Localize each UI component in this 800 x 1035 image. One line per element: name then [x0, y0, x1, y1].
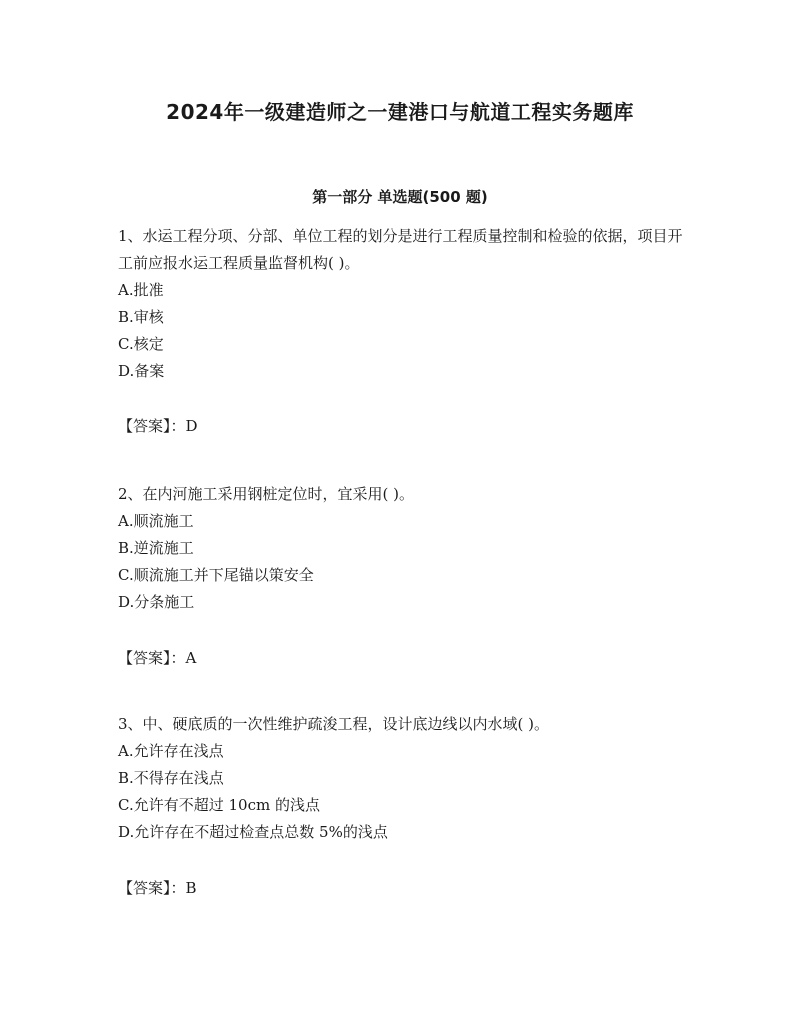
option-d: D.分条施工: [118, 593, 195, 611]
question-3: [118, 711, 688, 846]
option-b: B.逆流施工: [118, 539, 194, 557]
option-a: A.允许存在浅点: [118, 742, 224, 760]
answer-2: [118, 645, 196, 672]
option-b: B.不得存在浅点: [118, 769, 224, 787]
question-stem: 2、在内河施工采用钢桩定位时，宜采用( )。: [118, 485, 415, 503]
answer-value: D: [185, 417, 198, 435]
option-d: D.备案: [118, 362, 165, 380]
answer-value: A: [185, 649, 197, 667]
option-a: A.顺流施工: [118, 512, 194, 530]
answer-label: 【答案】：: [118, 649, 186, 667]
question-stem: 1、水运工程分项、分部、单位工程的划分是进行工程质量控制和检验的依据，项目开工前应报水运工程质量监督机构( )。: [118, 227, 683, 272]
answer-3: [118, 875, 197, 902]
answer-1: [118, 413, 198, 440]
option-d: D.允许存在不超过检查点总数 5%的浅点: [118, 823, 388, 841]
document-title: 2024年一级建造师之一建港口与航道工程实务题库: [166, 100, 634, 124]
option-c: C.顺流施工并下尾锚以策安全: [118, 566, 314, 584]
question-1: [118, 223, 688, 385]
option-b: B.审核: [118, 308, 164, 326]
section-heading: 第一部分 单选题(500 题): [312, 188, 488, 206]
option-c: C.核定: [118, 335, 164, 353]
option-c: C.允许有不超过 10cm 的浅点: [118, 796, 320, 814]
option-a: A.批准: [118, 281, 164, 299]
answer-label: 【答案】：: [118, 417, 186, 435]
question-stem: 3、中、硬底质的一次性维护疏浚工程，设计底边线以内水域( )。: [118, 715, 550, 733]
question-2: [118, 481, 688, 616]
answer-value: B: [185, 879, 197, 897]
answer-label: 【答案】：: [118, 879, 186, 897]
